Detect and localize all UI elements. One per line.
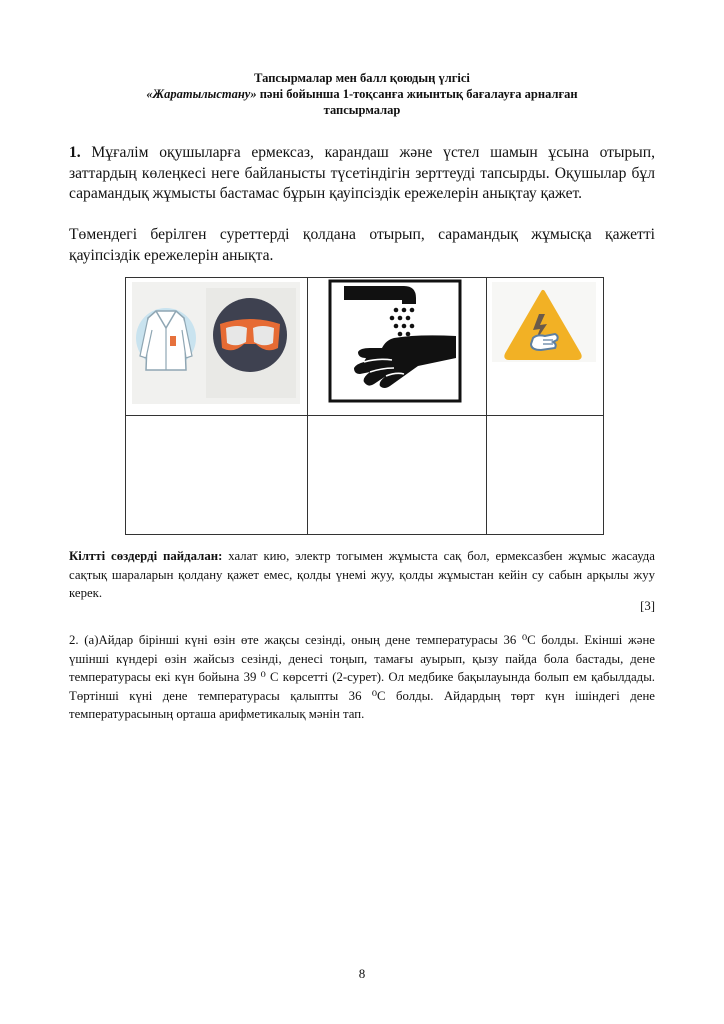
task1-instruction: Төмендегі берілген суреттерді қолдана отырып, сарамандық жұмысқа қажетті қауіпсіздік ережелерін анықта. — [69, 226, 655, 264]
safety-goggles-icon — [213, 298, 287, 372]
task1-number: 1. — [69, 144, 81, 161]
keywords-paragraph — [69, 547, 655, 603]
keywords-label: Кілтті сөздерді пайдалан: — [69, 549, 223, 563]
answer-cell-2[interactable] — [308, 416, 487, 535]
answer-cell-1[interactable] — [126, 416, 308, 535]
subject-name: «Жаратылыстану» — [146, 87, 257, 101]
task2-paragraph: 2. (a)Айдар бірінші күні өзін өте жақсы сезінді, оның дене температурасы 36 ⁰С болды. Екінші және үшінші күндері өзін жайсыз сезінді, денесі тоңып, тамағы ауырып, қызу пайда бола бастады, дене температурасы екі күн бойына 39 ⁰ С көрсетті (2-сурет). Ол медбике бақылауында болып ем қабылдады. Төртінші күні дене температурасы қалыпты 36 ⁰С болды. Айдардың төрт күн ішіндегі дене температурасының орташа арифметикалық мәнін тап. — [69, 633, 655, 722]
task1-text: Мұғалім оқушыларға ермексаз, карандаш және үстел шамын ұсына отырып, заттардың көлеңкесі неге байланысты түсетіндігін зерттеуді тапсырды. Оқушылар бұл сарамандық жұмысты бастамас бұрын қауіпсіздік ережелерін анықтау қажет. — [69, 144, 655, 202]
image-cell-protective-gear — [126, 278, 308, 416]
task1-paragraph — [69, 143, 655, 205]
image-cell-electric-warning — [487, 278, 604, 416]
task1-score: [3] — [640, 599, 655, 613]
doc-title-line1: Тапсырмалар мен балл қоюдың үлгісі — [254, 71, 470, 85]
hand-washing-icon — [308, 278, 486, 410]
doc-title-line2 — [0, 86, 724, 102]
image-cell-hand-washing — [308, 278, 487, 416]
page-number: 8 — [358, 966, 366, 981]
doc-title-line2-rest: пәні бойынша 1-тоқсанға жиынтық бағалауға арналған — [256, 87, 578, 101]
answer-cell-3[interactable] — [487, 416, 604, 535]
doc-title-line3: тапсырмалар — [323, 103, 401, 117]
electric-shock-warning-icon — [487, 278, 603, 410]
protective-gear-image — [126, 278, 307, 410]
keywords-text: халат кию, электр тогымен жұмыста сақ бол, ермексазбен жұмыс жасауда сақтық шараларын қолдану қажет емес, қолды үнемі жуу, қолды жұмыстан кейін су сабын арқылы жуу керек. — [69, 549, 655, 600]
safety-image-table — [125, 277, 604, 535]
